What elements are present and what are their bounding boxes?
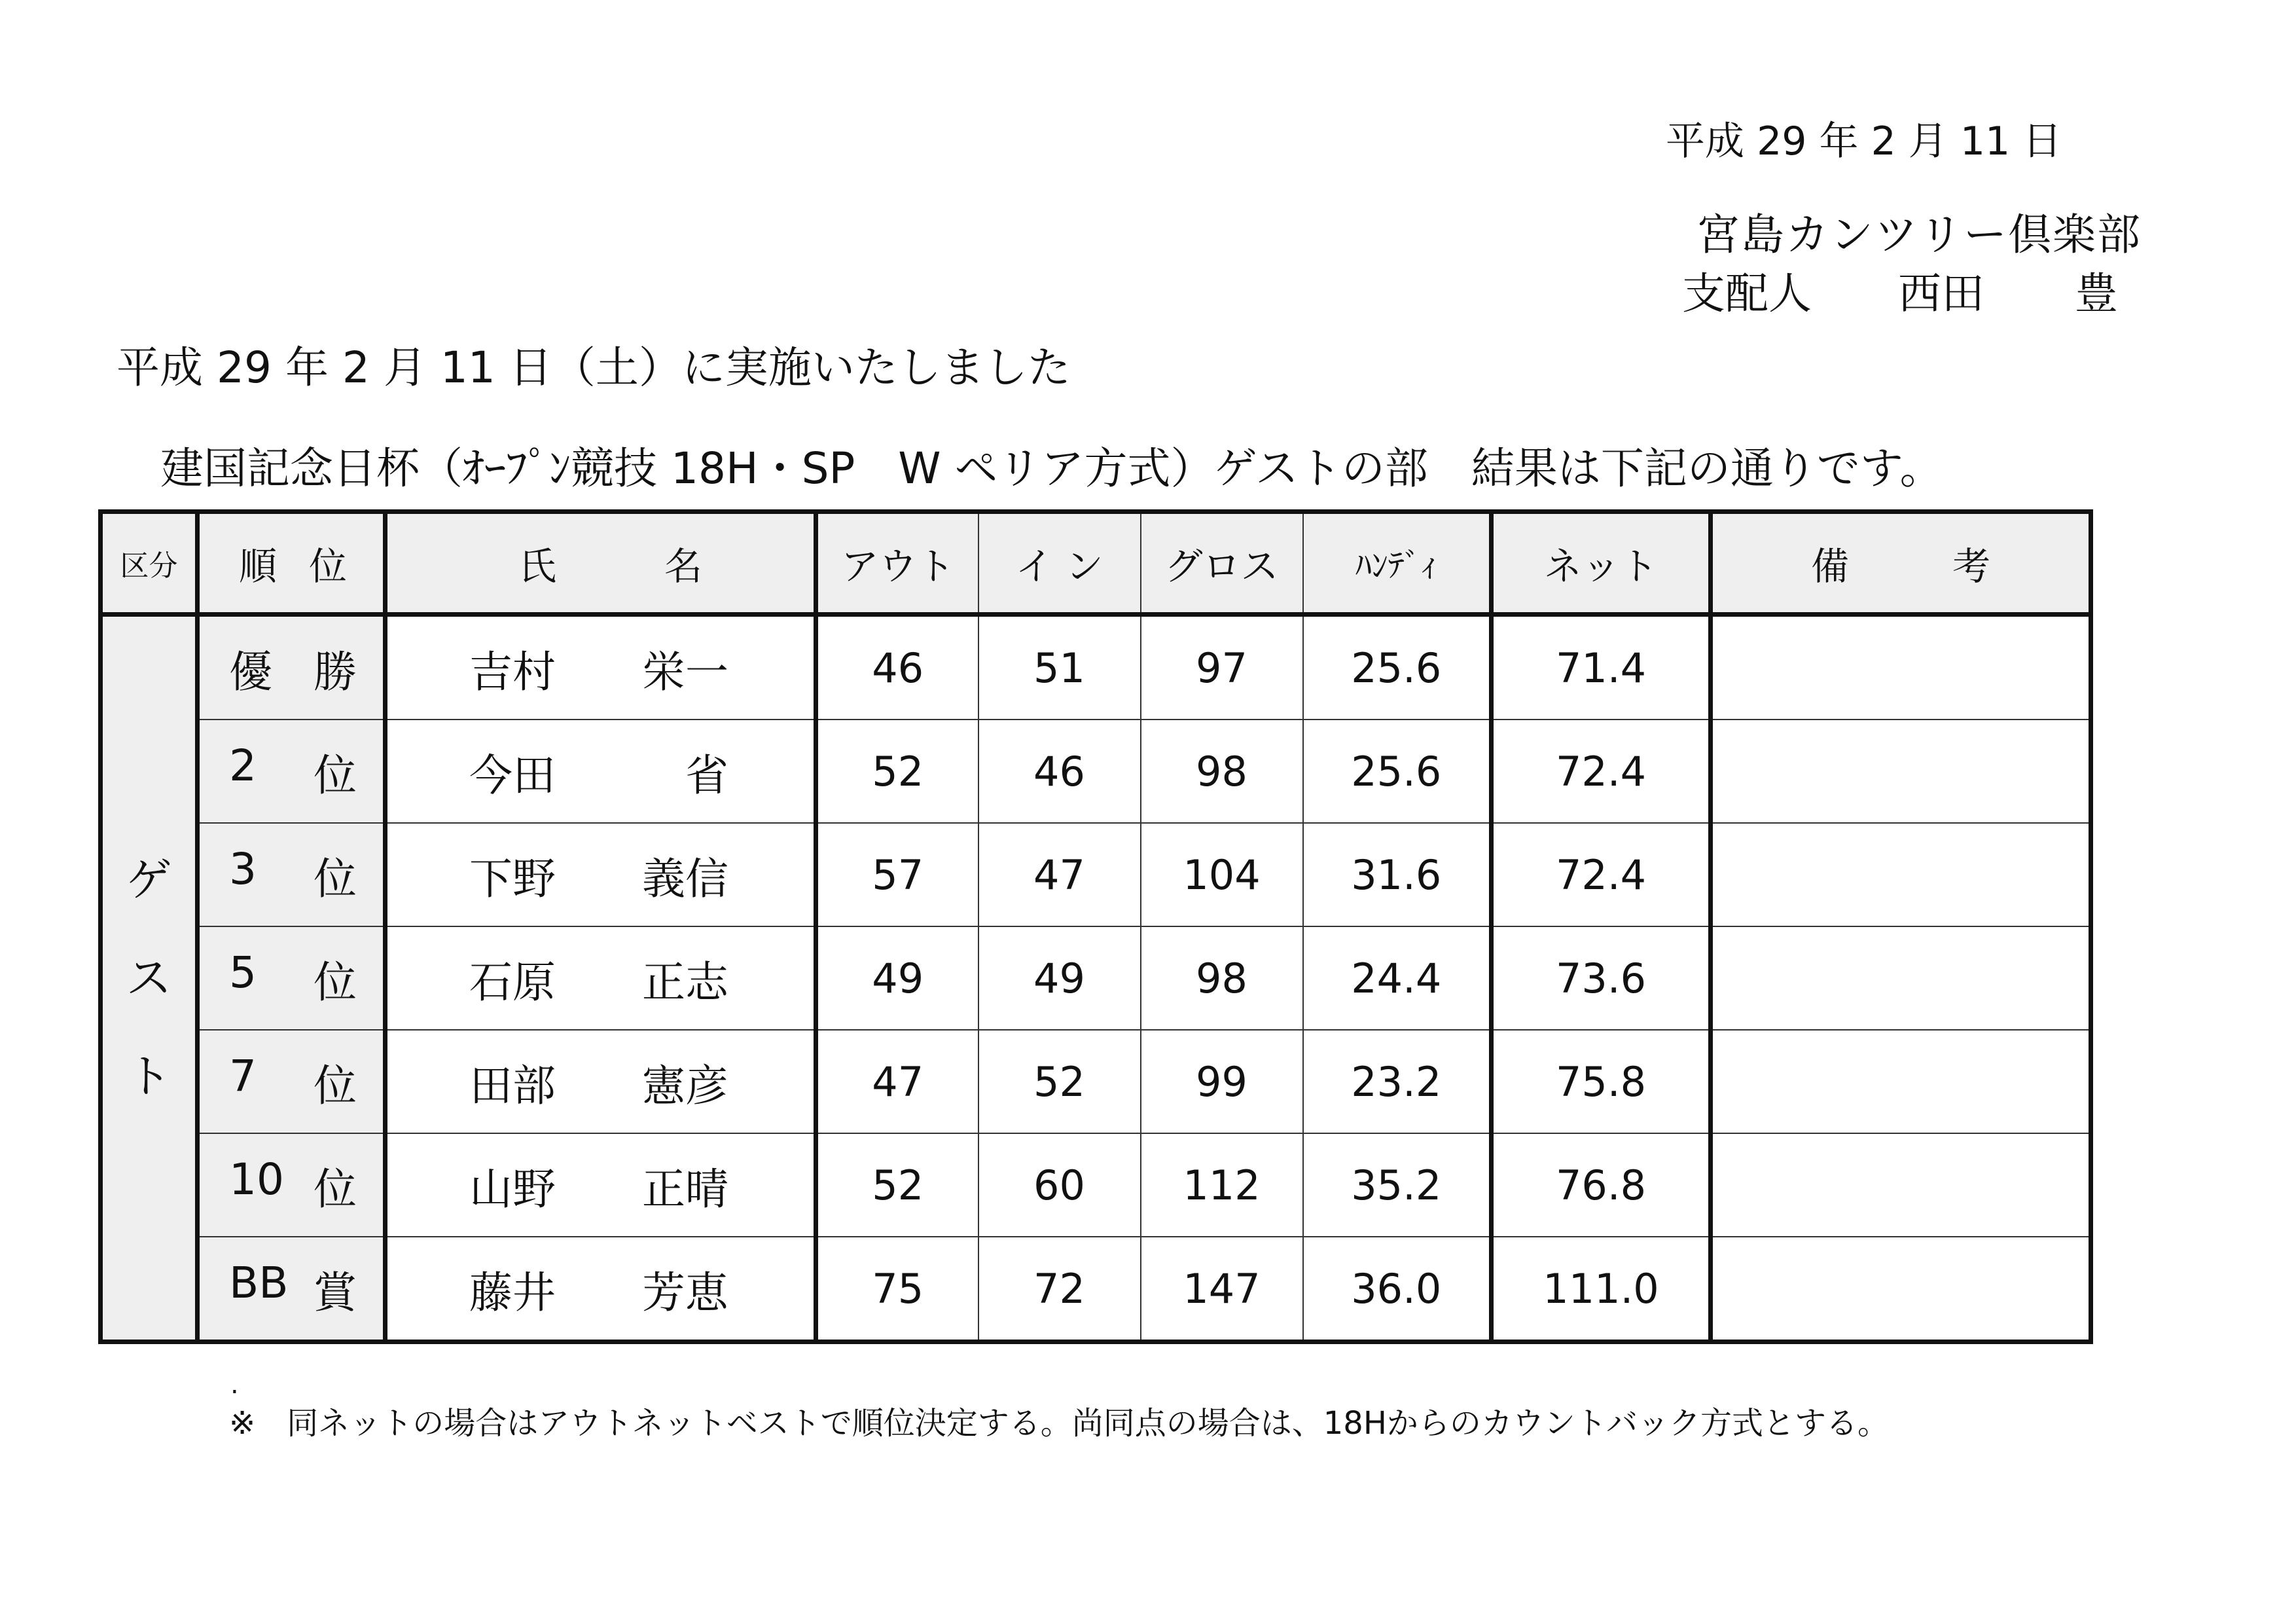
in-score: 46 <box>978 720 1141 823</box>
manager-given-name: 豊 <box>2075 268 2118 319</box>
header-row <box>101 512 2091 615</box>
net-score: 111.0 <box>1492 1237 1711 1342</box>
intro-text: 平成 29 年 2 月 11 日（土）に実施いたしました <box>117 342 1071 393</box>
net-score: 75.8 <box>1492 1030 1711 1133</box>
header-remarks-b: 考 <box>1952 544 1990 589</box>
header-out: アウト <box>816 512 978 615</box>
category-cell <box>101 615 198 1342</box>
player-name: 山野 正晴 <box>386 1133 816 1237</box>
gross-score: 99 <box>1141 1030 1303 1133</box>
net-score: 72.4 <box>1492 720 1711 823</box>
handicap-value: 23.2 <box>1303 1030 1492 1133</box>
results-table <box>98 509 2093 1344</box>
rank-cell: 7 位 <box>198 1030 386 1133</box>
handicap-value: 25.6 <box>1303 615 1492 720</box>
header-gross: グロス <box>1141 512 1303 615</box>
table-row <box>101 720 2091 823</box>
gross-score: 97 <box>1141 615 1303 720</box>
results-body <box>101 615 2091 1342</box>
remarks-cell <box>1711 1133 2091 1237</box>
header-net: ネット <box>1492 512 1711 615</box>
out-score: 52 <box>816 720 978 823</box>
player-name: 藤井 芳恵 <box>386 1237 816 1342</box>
rank-cell: 5 位 <box>198 926 386 1030</box>
rank-cell: 3 位 <box>198 823 386 926</box>
footnote: ※ 同ネットの場合はアウトネットベストで順位決定する。尚同点の場合は、18Hからのカウントバック方式とする。 <box>229 1405 1889 1442</box>
handicap-value: 24.4 <box>1303 926 1492 1030</box>
out-score: 52 <box>816 1133 978 1237</box>
table-row <box>101 1133 2091 1237</box>
out-score: 47 <box>816 1030 978 1133</box>
rank-cell: BB 賞 <box>198 1237 386 1342</box>
header-remarks <box>1711 512 2091 615</box>
header-in: イ ン <box>978 512 1141 615</box>
handicap-value: 31.6 <box>1303 823 1492 926</box>
header-kubun: 区分 <box>101 512 198 615</box>
gross-score: 112 <box>1141 1133 1303 1237</box>
player-name: 吉村 栄一 <box>386 615 816 720</box>
handicap-value: 36.0 <box>1303 1237 1492 1342</box>
net-score: 73.6 <box>1492 926 1711 1030</box>
gross-score: 104 <box>1141 823 1303 926</box>
player-name: 石原 正志 <box>386 926 816 1030</box>
in-score: 47 <box>978 823 1141 926</box>
remarks-cell <box>1711 615 2091 720</box>
remarks-cell <box>1711 1030 2091 1133</box>
category-label: ゲ ス ト <box>126 853 172 1103</box>
manager-signature <box>1682 259 2118 321</box>
out-score: 75 <box>816 1237 978 1342</box>
footnote-mark: . <box>230 1370 239 1400</box>
manager-label: 支配人 <box>1682 268 1812 319</box>
rank-cell: 2 位 <box>198 720 386 823</box>
competition-line: 建国記念日杯（ｵｰﾌﾟﾝ競技 18H・SP W ペリア方式）ゲストの部 結果は下記の通りです。 <box>160 443 1943 494</box>
table-row <box>101 1237 2091 1342</box>
player-name: 下野 義信 <box>386 823 816 926</box>
in-score: 72 <box>978 1237 1141 1342</box>
remarks-cell <box>1711 720 2091 823</box>
in-score: 60 <box>978 1133 1141 1237</box>
remarks-cell <box>1711 1237 2091 1342</box>
gross-score: 98 <box>1141 926 1303 1030</box>
remarks-cell <box>1711 926 2091 1030</box>
remarks-cell <box>1711 823 2091 926</box>
header-rank-b: 位 <box>308 544 347 589</box>
header-name-b: 名 <box>664 544 702 589</box>
table-row <box>101 926 2091 1030</box>
handicap-value: 35.2 <box>1303 1133 1492 1237</box>
net-score: 71.4 <box>1492 615 1711 720</box>
out-score: 57 <box>816 823 978 926</box>
rank-cell: 10 位 <box>198 1133 386 1237</box>
header-name <box>386 512 816 615</box>
gross-score: 98 <box>1141 720 1303 823</box>
header-handicap: ﾊﾝﾃﾞｨ <box>1303 512 1492 615</box>
in-score: 49 <box>978 926 1141 1030</box>
document-date: 平成 29 年 2 月 11 日 <box>1666 119 2062 164</box>
gross-score: 147 <box>1141 1237 1303 1342</box>
handicap-value: 25.6 <box>1303 720 1492 823</box>
table-row <box>101 1030 2091 1133</box>
net-score: 72.4 <box>1492 823 1711 926</box>
in-score: 51 <box>978 615 1141 720</box>
header-name-a: 氏 <box>518 544 557 589</box>
rank-cell: 優 勝 <box>198 615 386 720</box>
table-row <box>101 823 2091 926</box>
header-rank <box>198 512 386 615</box>
table-row <box>101 615 2091 720</box>
in-score: 52 <box>978 1030 1141 1133</box>
header-rank-a: 順 <box>239 544 278 589</box>
out-score: 46 <box>816 615 978 720</box>
net-score: 76.8 <box>1492 1133 1711 1237</box>
club-name: 宮島カンツリー倶楽部 <box>1696 210 2142 260</box>
player-name: 今田 省 <box>386 720 816 823</box>
out-score: 49 <box>816 926 978 1030</box>
player-name: 田部 憲彦 <box>386 1030 816 1133</box>
header-remarks-a: 備 <box>1811 544 1850 589</box>
manager-surname: 西田 <box>1898 268 1984 319</box>
